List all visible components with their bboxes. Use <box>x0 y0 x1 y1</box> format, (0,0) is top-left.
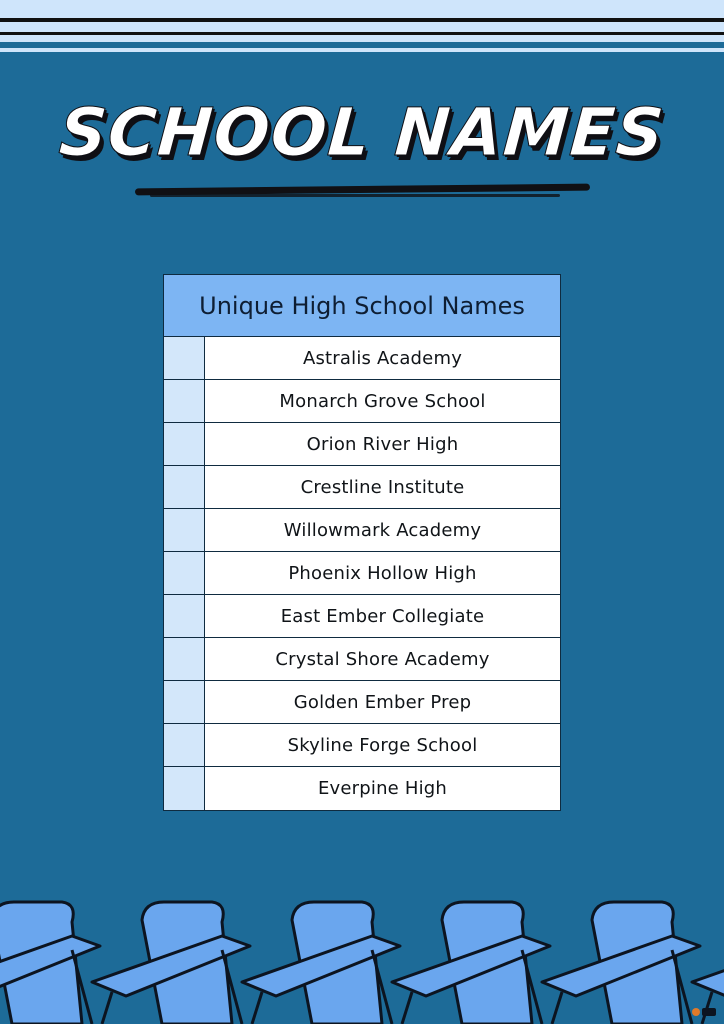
school-name-cell: Crystal Shore Academy <box>275 648 490 670</box>
table-row <box>164 552 560 595</box>
table-body <box>164 337 560 810</box>
row-marker-cell <box>164 552 205 594</box>
school-names-table <box>163 274 561 811</box>
school-name-cell: Crestline Institute <box>300 476 465 498</box>
table-row <box>164 380 560 423</box>
school-name-cell: Willowmark Academy <box>283 519 482 541</box>
row-marker-cell <box>164 767 205 810</box>
school-name-cell: Golden Ember Prep <box>293 691 472 713</box>
top-band <box>0 0 724 52</box>
table-row <box>164 638 560 681</box>
top-ink-stroke <box>0 18 724 22</box>
row-marker-cell <box>164 380 205 422</box>
row-marker-cell <box>164 337 205 379</box>
school-desks-illustration <box>0 890 724 1024</box>
row-marker-cell <box>164 595 205 637</box>
top-ink-stroke <box>0 32 724 35</box>
table-row <box>164 767 560 810</box>
brand-logo-icon <box>688 1002 718 1018</box>
row-marker-cell <box>164 724 205 766</box>
table-row <box>164 509 560 552</box>
row-marker-cell <box>164 509 205 551</box>
school-name-cell: Monarch Grove School <box>279 390 486 412</box>
table-header: Unique High School Names <box>164 275 560 337</box>
top-band-edge <box>0 42 724 48</box>
table-row <box>164 681 560 724</box>
school-name-cell: Skyline Forge School <box>287 734 478 756</box>
school-name-cell: Astralis Academy <box>302 347 463 369</box>
school-name-cell: Everpine High <box>317 778 448 799</box>
school-name-cell: Phoenix Hollow High <box>288 562 477 584</box>
table-row <box>164 595 560 638</box>
row-marker-cell <box>164 638 205 680</box>
table-row <box>164 466 560 509</box>
row-marker-cell <box>164 423 205 465</box>
row-marker-cell <box>164 466 205 508</box>
table-row <box>164 337 560 380</box>
table-row <box>164 724 560 767</box>
school-name-cell: East Ember Collegiate <box>280 605 485 627</box>
title-underline <box>150 194 560 197</box>
school-name-cell: Orion River High <box>306 433 459 455</box>
title-block <box>0 88 724 208</box>
table-row <box>164 423 560 466</box>
row-marker-cell <box>164 681 205 723</box>
page-title: SCHOOL NAMES <box>56 94 668 171</box>
